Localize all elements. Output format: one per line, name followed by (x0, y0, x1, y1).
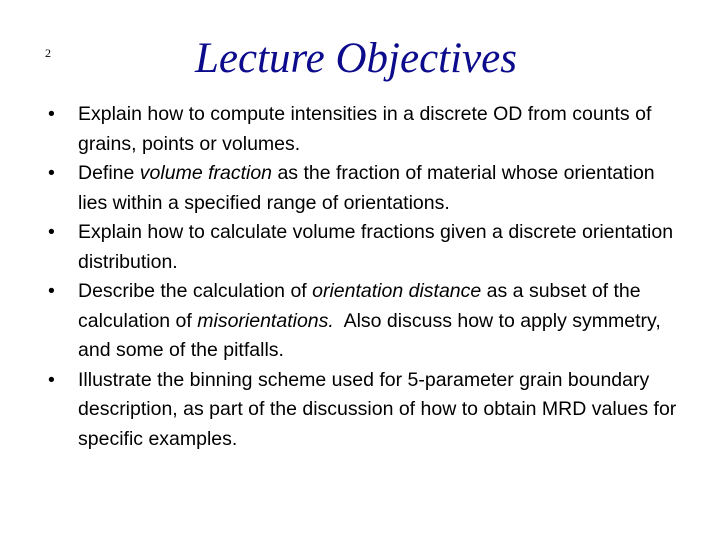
objective-text: Explain how to compute intensities in a discrete OD from counts of grains, points or volumes. (78, 103, 652, 155)
objective-item (48, 100, 688, 159)
slide-title: Lecture Objectives (195, 35, 517, 82)
objectives-list (48, 100, 688, 454)
objective-text-middle: as a subset of the calculation of (78, 280, 641, 332)
slide-number: 2 (45, 46, 51, 60)
bullet-dot-icon: • (48, 368, 55, 391)
objective-item (48, 277, 688, 366)
objective-text-start: Define (78, 162, 140, 184)
term-orientation-distance: orientation distance (312, 280, 482, 302)
term-misorientations: misorientations. (197, 309, 334, 332)
objective-text: Explain how to calculate volume fractions given a discrete orientation distribution. (78, 221, 674, 273)
bullet-dot-icon: • (48, 221, 55, 243)
bullet-dot-icon: • (48, 162, 55, 184)
objective-text-end: Also discuss how to apply symmetry, and some of the pitfalls. (78, 309, 667, 361)
objective-text-end: as the fraction of material whose orientation lies within a specified range of orientations. (78, 162, 655, 214)
objective-text: Illustrate the binning scheme used for 5-parameter grain boundary description, as part of the discussion of how to obtain MRD values for specific examples. (78, 368, 677, 450)
objective-item (48, 159, 688, 218)
objective-text-start: Describe the calculation of (78, 280, 313, 302)
term-volume-fraction: volume fraction (139, 162, 273, 184)
bullet-dot-icon: • (48, 280, 55, 302)
bullet-dot-icon: • (48, 103, 55, 125)
objective-item (48, 218, 688, 277)
objective-item (48, 366, 688, 455)
